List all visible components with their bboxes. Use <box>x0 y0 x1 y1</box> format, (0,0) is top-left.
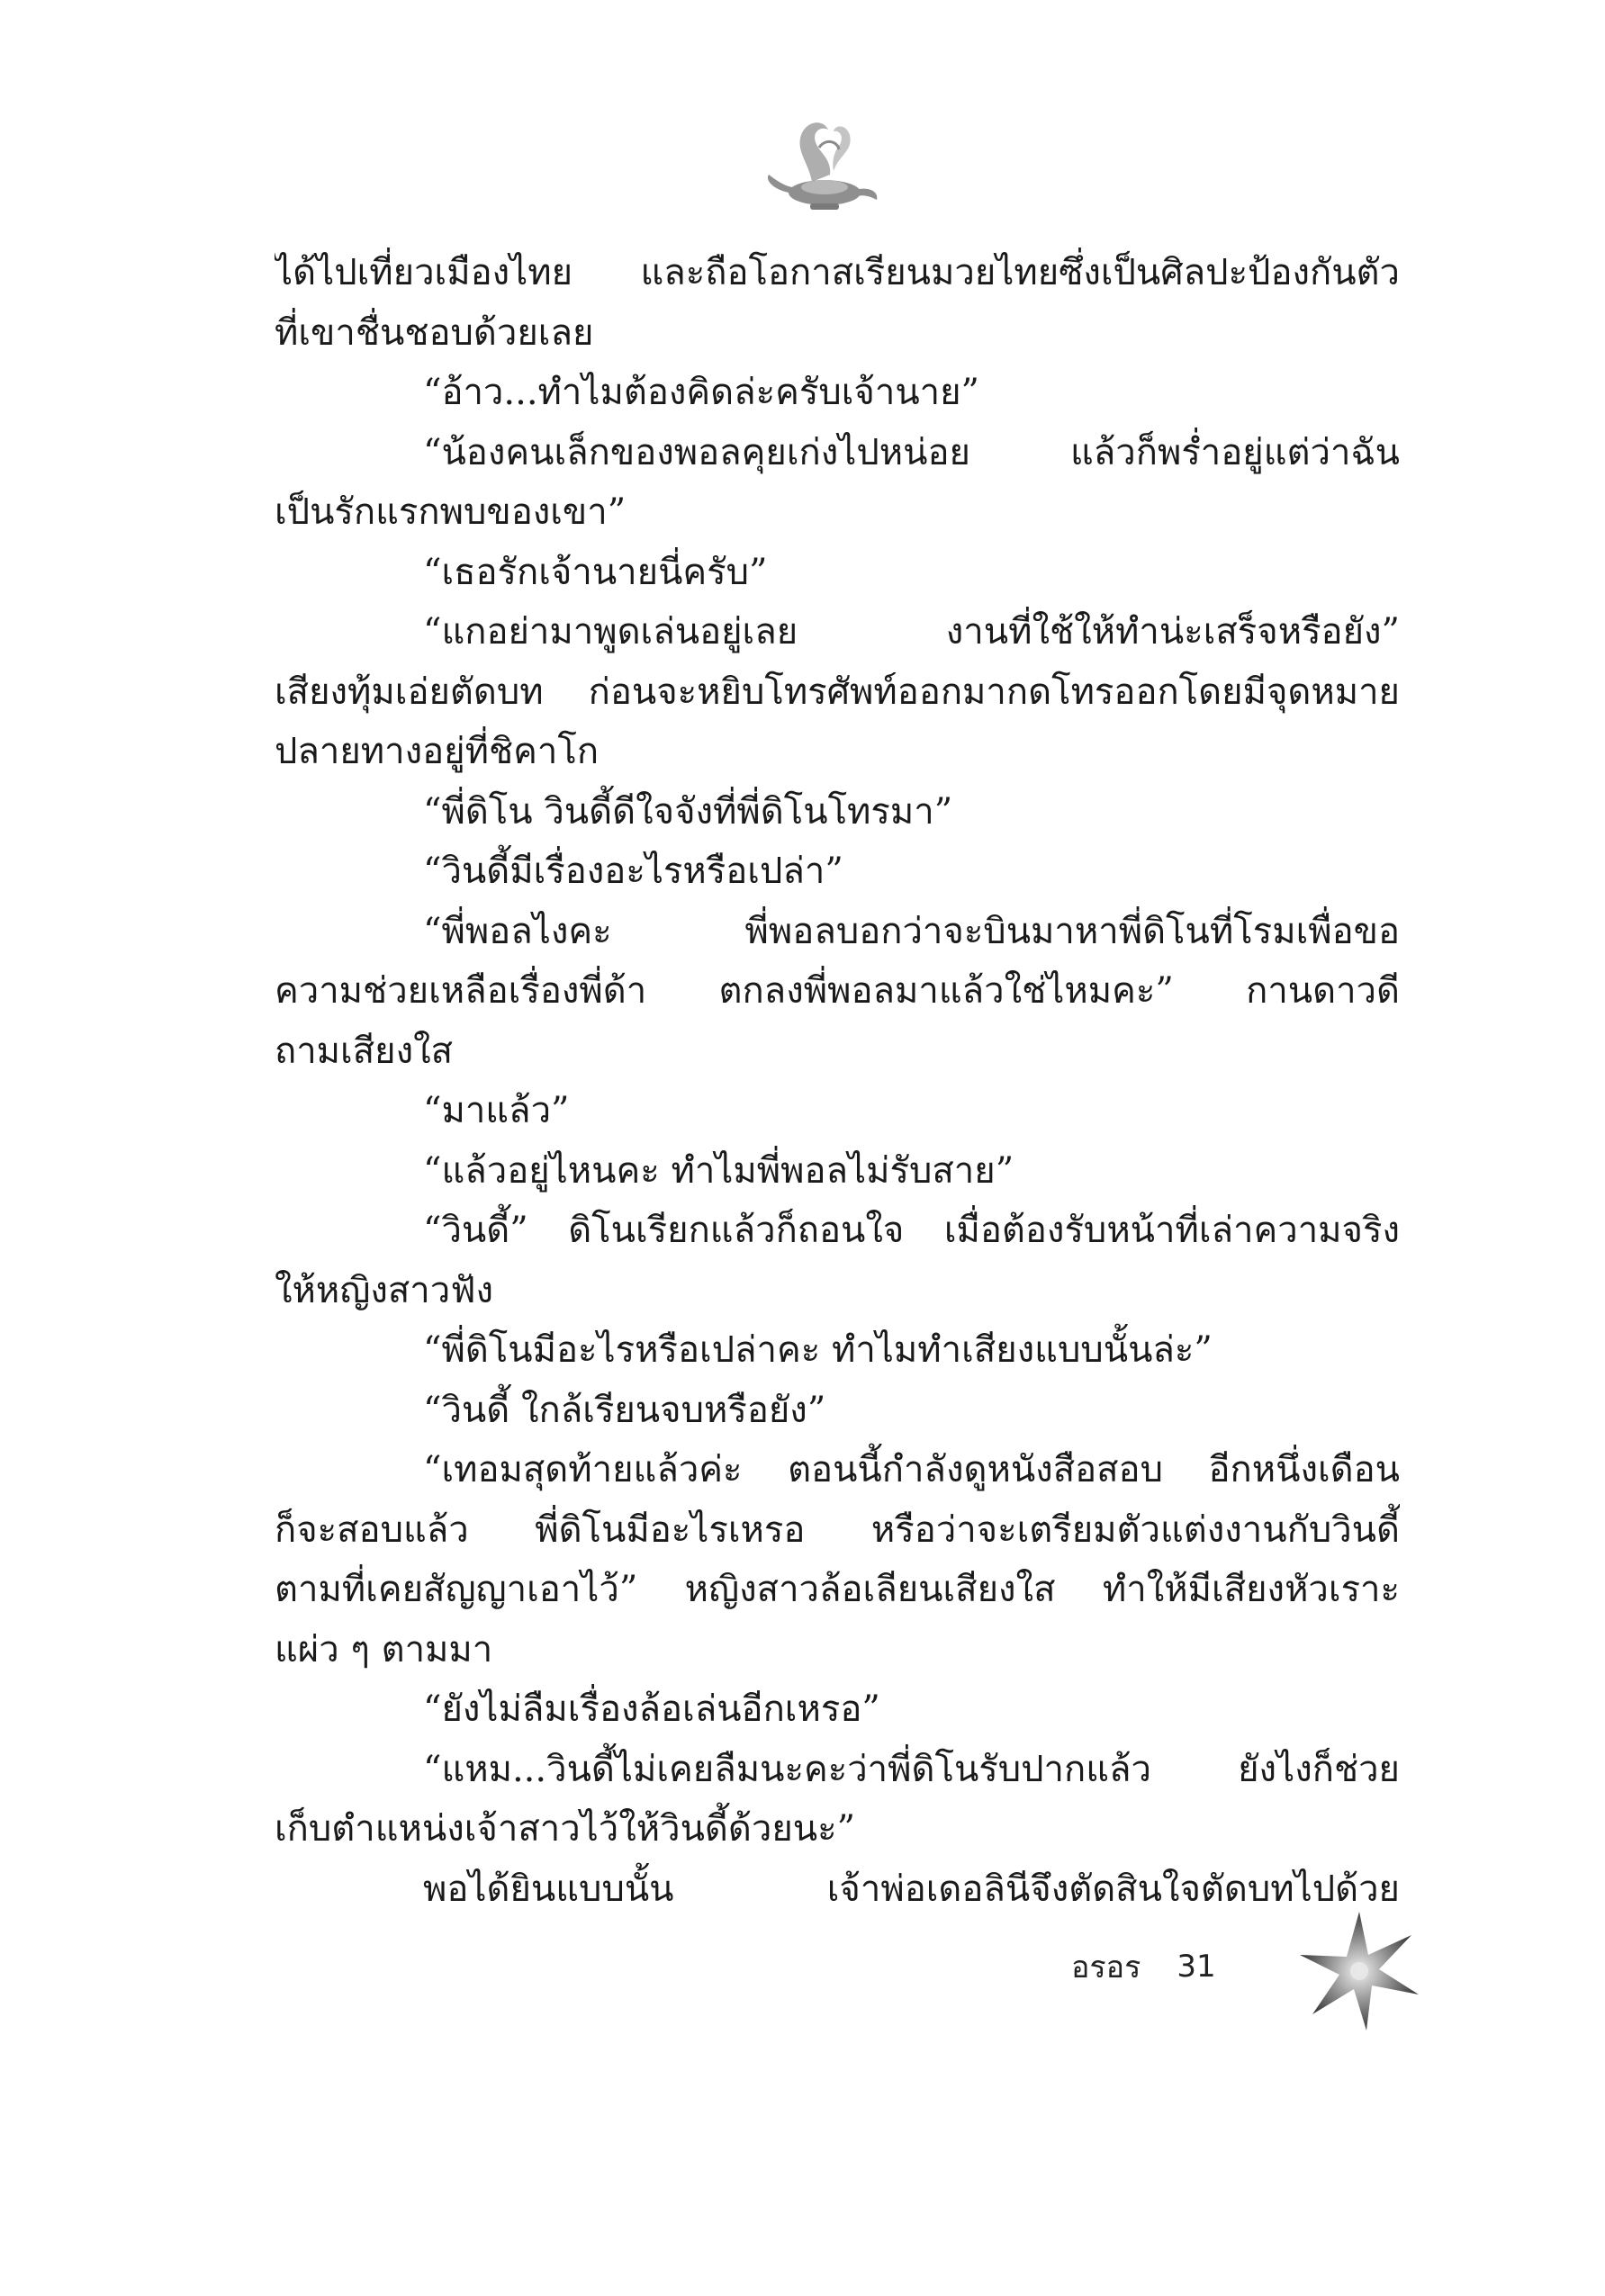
text-line: “วินดี้ ใกล้เรียนจบหรือยัง” <box>423 1389 826 1431</box>
text-line: ปลายทางอยู่ที่ชิคาโก <box>275 731 600 772</box>
text-line: “แล้วอยู่ไหนคะ ทำไมพี่พอลไม่รับสาย” <box>423 1149 1014 1192</box>
text-line: “พี่พอลไงคะ พี่พอลบอกว่าจะบินมาหาพี่ดิโนที่โรมเพื่อขอ <box>423 910 1400 952</box>
text-line: แผ่ว ๆ ตามมา <box>275 1628 493 1670</box>
text-line: ให้หญิงสาวฟัง <box>275 1269 494 1311</box>
text-line: “น้องคนเล็กของพอลคุยเก่งไปหน่อย แล้วก็พร่ำอยู่แต่ว่าฉัน <box>423 431 1400 473</box>
page-footer <box>1071 1935 1216 1998</box>
text-line: ความช่วยเหลือเรื่องพี่ด้า ตกลงพี่พอลมาแล้วใช่ไหมคะ” กานดาวดี <box>275 970 1400 1012</box>
text-line: พอได้ยินแบบนั้น เจ้าพ่อเดอลินีจึงตัดสินใจตัดบทไปด้วย <box>423 1868 1400 1910</box>
text-line: “วินดี้มีเรื่องอะไรหรือเปล่า” <box>423 851 843 892</box>
star-flower-icon <box>1296 1908 1422 2034</box>
text-line: ได้ไปเที่ยวเมืองไทย และถือโอกาสเรียนมวยไทยซึ่งเป็นศิลปะป้องกันตัว <box>275 252 1400 293</box>
text-line: ก็จะสอบแล้ว พี่ดิโนมีอะไรเหรอ หรือว่าจะเตรียมตัวแต่งงานกับวินดี้ <box>275 1508 1400 1551</box>
teapot-icon <box>756 99 891 234</box>
text-line: “วินดี้” ดิโนเรียกแล้วก็ถอนใจ เมื่อต้องรับหน้าที่เล่าความจริง <box>423 1210 1400 1251</box>
text-line: ตามที่เคยสัญญาเอาไว้” หญิงสาวล้อเลียนเสียงใส ทำให้มีเสียงหัวเราะ <box>275 1569 1400 1610</box>
text-line: ถามเสียงใส <box>275 1030 454 1072</box>
page-number: 31 <box>1177 1949 1216 1985</box>
text-line: เสียงทุ้มเอ่ยตัดบท ก่อนจะหยิบโทรศัพท์ออกมากดโทรออกโดยมีจุดหมาย <box>275 671 1400 713</box>
text-line: ที่เขาชื่นชอบด้วยเลย <box>275 311 594 354</box>
text-line: “ยังไม่ลืมเรื่องล้อเล่นอีกเหรอ” <box>423 1688 880 1730</box>
footer-book-title: อรอร <box>1071 1949 1141 1985</box>
text-line: “มาแล้ว” <box>423 1090 570 1131</box>
text-line: “พี่ดิโน วินดี้ดีใจจังที่พี่ดิโนโทรมา” <box>423 790 953 833</box>
body-text <box>275 243 1400 1919</box>
text-line: “อ้าว...ทำไมต้องคิดล่ะครับเจ้านาย” <box>423 372 980 413</box>
text-line: “เธอรักเจ้านายนี่ครับ” <box>423 551 768 593</box>
text-line: เก็บตำแหน่งเจ้าสาวไว้ให้วินดี้ด้วยนะ” <box>275 1808 856 1850</box>
text-line: เป็นรักแรกพบของเขา” <box>275 491 627 533</box>
text-line: “แกอย่ามาพูดเล่นอยู่เลย งานที่ใช้ให้ทำน่ะเสร็จหรือยัง” <box>423 611 1400 653</box>
text-line: “แหม...วินดี้ไม่เคยลืมนะคะว่าพี่ดิโนรับปากแล้ว ยังไงก็ช่วย <box>423 1748 1400 1790</box>
text-line: “พี่ดิโนมีอะไรหรือเปล่าคะ ทำไมทำเสียงแบบนั้นล่ะ” <box>423 1329 1213 1371</box>
text-line: “เทอมสุดท้ายแล้วค่ะ ตอนนี้กำลังดูหนังสือสอบ อีกหนึ่งเดือน <box>423 1449 1400 1490</box>
